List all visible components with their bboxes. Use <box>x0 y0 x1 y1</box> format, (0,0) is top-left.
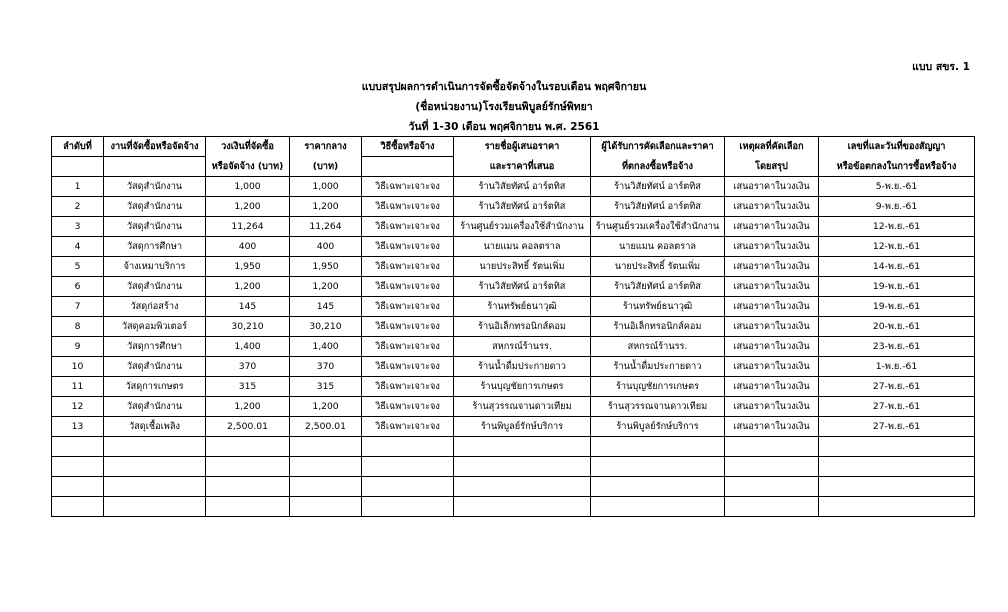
empty-cell <box>52 497 104 517</box>
row-budget: 1,200 <box>206 277 290 297</box>
row-reason: เสนอราคาในวงเงิน <box>725 197 819 217</box>
row-no: 8 <box>52 317 104 337</box>
table-row <box>52 297 975 317</box>
row-bidder: ร้านศูนย์รวมเครื่องใช้สำนักงาน <box>454 217 591 237</box>
empty-cell <box>104 457 206 477</box>
row-reason: เสนอราคาในวงเงิน <box>725 177 819 197</box>
row-item: วัสดุสำนักงาน <box>104 357 206 377</box>
empty-cell <box>104 497 206 517</box>
col-header-contract-2: หรือข้อตกลงในการซื้อหรือจ้าง <box>819 157 975 177</box>
row-contract: 23-พ.ย.-61 <box>819 337 975 357</box>
row-method: วิธีเฉพาะเจาะจง <box>362 397 454 417</box>
row-winner: สหกรณ์ร้านรร. <box>591 337 725 357</box>
row-no: 10 <box>52 357 104 377</box>
row-bidder: สหกรณ์ร้านรร. <box>454 337 591 357</box>
row-method: วิธีเฉพาะเจาะจง <box>362 417 454 437</box>
row-budget: 30,210 <box>206 317 290 337</box>
row-budget: 1,400 <box>206 337 290 357</box>
col-header-no-blank <box>52 157 104 177</box>
row-no: 2 <box>52 197 104 217</box>
empty-cell <box>819 457 975 477</box>
row-contract: 1-พ.ย.-61 <box>819 357 975 377</box>
row-no: 6 <box>52 277 104 297</box>
row-reason: เสนอราคาในวงเงิน <box>725 257 819 277</box>
row-reason: เสนอราคาในวงเงิน <box>725 317 819 337</box>
row-median: 315 <box>290 377 362 397</box>
row-reason: เสนอราคาในวงเงิน <box>725 217 819 237</box>
row-winner: ร้านวิสัยทัศน์ อาร์ตทิส <box>591 197 725 217</box>
row-item: วัสดุการศึกษา <box>104 337 206 357</box>
empty-cell <box>819 477 975 497</box>
row-reason: เสนอราคาในวงเงิน <box>725 297 819 317</box>
table-row <box>52 337 975 357</box>
empty-cell <box>206 497 290 517</box>
row-budget: 400 <box>206 237 290 257</box>
row-contract: 9-พ.ย.-61 <box>819 197 975 217</box>
row-median: 145 <box>290 297 362 317</box>
table-row <box>52 397 975 417</box>
row-contract: 5-พ.ย.-61 <box>819 177 975 197</box>
row-contract: 12-พ.ย.-61 <box>819 237 975 257</box>
empty-cell <box>454 477 591 497</box>
row-median: 30,210 <box>290 317 362 337</box>
row-bidder: ร้านทรัพย์ธนาวุฒิ <box>454 297 591 317</box>
row-median: 370 <box>290 357 362 377</box>
col-header-contract: เลขที่และวันที่ของสัญญา <box>819 137 975 157</box>
row-method: วิธีเฉพาะเจาะจง <box>362 177 454 197</box>
row-item: วัสดุก่อสร้าง <box>104 297 206 317</box>
row-item: วัสดุสำนักงาน <box>104 397 206 417</box>
col-header-winner-2: ที่ตกลงซื้อหรือจ้าง <box>591 157 725 177</box>
row-reason: เสนอราคาในวงเงิน <box>725 397 819 417</box>
row-median: 1,000 <box>290 177 362 197</box>
row-bidder: ร้านวิสัยทัศน์ อาร์ตทิส <box>454 277 591 297</box>
row-contract: 12-พ.ย.-61 <box>819 217 975 237</box>
row-median: 2,500.01 <box>290 417 362 437</box>
empty-cell <box>206 437 290 457</box>
row-winner: ร้านบุญชัยการเกษตร <box>591 377 725 397</box>
row-item: วัสดุการเกษตร <box>104 377 206 397</box>
row-no: 1 <box>52 177 104 197</box>
row-median: 1,200 <box>290 397 362 417</box>
row-reason: เสนอราคาในวงเงิน <box>725 337 819 357</box>
row-contract: 27-พ.ย.-61 <box>819 377 975 397</box>
empty-row <box>52 477 975 497</box>
row-reason: เสนอราคาในวงเงิน <box>725 237 819 257</box>
row-reason: เสนอราคาในวงเงิน <box>725 277 819 297</box>
row-budget: 370 <box>206 357 290 377</box>
row-median: 1,200 <box>290 277 362 297</box>
col-header-bidders: รายชื่อผู้เสนอราคา <box>454 137 591 157</box>
row-bidder: ร้านบุญชัยการเกษตร <box>454 377 591 397</box>
row-contract: 19-พ.ย.-61 <box>819 277 975 297</box>
empty-cell <box>290 497 362 517</box>
empty-cell <box>362 497 454 517</box>
row-budget: 1,200 <box>206 197 290 217</box>
row-winner: นายประสิทธิ์ รัตนเพิ่ม <box>591 257 725 277</box>
empty-row <box>52 457 975 477</box>
row-bidder: ร้านพิบูลย์รักษ์บริการ <box>454 417 591 437</box>
table-body <box>52 177 975 517</box>
row-bidder: ร้านสุวรรณจานดาวเทียม <box>454 397 591 417</box>
form-code: แบบ สขร. 1 <box>912 61 970 73</box>
row-winner: นายแมน คอลตราล <box>591 237 725 257</box>
header-row-1 <box>52 137 975 157</box>
table-row <box>52 197 975 217</box>
row-bidder: ร้านวิสัยทัศน์ อาร์ตทิส <box>454 197 591 217</box>
col-header-median-2: (บาท) <box>290 157 362 177</box>
row-winner: ร้านพิบูลย์รักษ์บริการ <box>591 417 725 437</box>
row-median: 1,950 <box>290 257 362 277</box>
row-item: วัสดุสำนักงาน <box>104 177 206 197</box>
empty-cell <box>104 477 206 497</box>
row-budget: 1,950 <box>206 257 290 277</box>
row-bidder: นายแมน คอลตราล <box>454 237 591 257</box>
col-header-method: วิธีซื้อหรือจ้าง <box>362 137 454 157</box>
row-budget: 315 <box>206 377 290 397</box>
empty-cell <box>52 437 104 457</box>
col-header-budget-2: หรือจัดจ้าง (บาท) <box>206 157 290 177</box>
report-period: วันที่ 1-30 เดือน พฤศจิกายน พ.ศ. 2561 <box>408 121 600 133</box>
row-item: วัสดุสำนักงาน <box>104 277 206 297</box>
row-item: วัสดุสำนักงาน <box>104 217 206 237</box>
empty-row <box>52 437 975 457</box>
row-item: วัสดุคอมพิวเตอร์ <box>104 317 206 337</box>
row-median: 400 <box>290 237 362 257</box>
header-row-2 <box>52 157 975 177</box>
row-method: วิธีเฉพาะเจาะจง <box>362 317 454 337</box>
empty-cell <box>290 437 362 457</box>
row-no: 4 <box>52 237 104 257</box>
row-no: 5 <box>52 257 104 277</box>
row-no: 3 <box>52 217 104 237</box>
empty-cell <box>290 457 362 477</box>
row-method: วิธีเฉพาะเจาะจง <box>362 297 454 317</box>
empty-cell <box>454 497 591 517</box>
row-budget: 11,264 <box>206 217 290 237</box>
empty-cell <box>454 437 591 457</box>
empty-cell <box>362 457 454 477</box>
empty-cell <box>725 437 819 457</box>
table-row <box>52 357 975 377</box>
col-header-method-blank <box>362 157 454 177</box>
table-row <box>52 217 975 237</box>
row-contract: 20-พ.ย.-61 <box>819 317 975 337</box>
empty-cell <box>591 457 725 477</box>
row-budget: 1,000 <box>206 177 290 197</box>
row-method: วิธีเฉพาะเจาะจง <box>362 377 454 397</box>
row-item: จ้างเหมาบริการ <box>104 257 206 277</box>
col-header-no: ลำดับที่ <box>52 137 104 157</box>
row-bidder: นายประสิทธิ์ รัตนเพิ่ม <box>454 257 591 277</box>
row-budget: 1,200 <box>206 397 290 417</box>
table-row <box>52 277 975 297</box>
report-title: แบบสรุปผลการดำเนินการจัดซื้อจัดจ้างในรอบเดือน พฤศจิกายน <box>361 81 647 93</box>
row-bidder: ร้านอิเล็กทรอนิกส์คอม <box>454 317 591 337</box>
empty-cell <box>362 477 454 497</box>
row-reason: เสนอราคาในวงเงิน <box>725 357 819 377</box>
row-method: วิธีเฉพาะเจาะจง <box>362 197 454 217</box>
row-item: วัสดุสำนักงาน <box>104 197 206 217</box>
row-method: วิธีเฉพาะเจาะจง <box>362 237 454 257</box>
row-winner: ร้านศูนย์รวมเครื่องใช้สำนักงาน <box>591 217 725 237</box>
row-method: วิธีเฉพาะเจาะจง <box>362 277 454 297</box>
empty-cell <box>819 497 975 517</box>
empty-cell <box>591 497 725 517</box>
row-method: วิธีเฉพาะเจาะจง <box>362 337 454 357</box>
row-budget: 2,500.01 <box>206 417 290 437</box>
row-median: 1,200 <box>290 197 362 217</box>
row-contract: 27-พ.ย.-61 <box>819 417 975 437</box>
row-winner: ร้านสุวรรณจานดาวเทียม <box>591 397 725 417</box>
empty-cell <box>725 477 819 497</box>
empty-cell <box>52 477 104 497</box>
agency-name: (ชื่อหน่วยงาน)โรงเรียนพิบูลย์รักษ์พิทยา <box>415 101 593 113</box>
row-winner: ร้านวิสัยทัศน์ อาร์ตทิส <box>591 277 725 297</box>
empty-cell <box>206 457 290 477</box>
row-median: 11,264 <box>290 217 362 237</box>
col-header-bidders-2: และราคาที่เสนอ <box>454 157 591 177</box>
empty-cell <box>52 457 104 477</box>
row-no: 9 <box>52 337 104 357</box>
row-bidder: ร้านวิสัยทัศน์ อาร์ตทิส <box>454 177 591 197</box>
col-header-median: ราคากลาง <box>290 137 362 157</box>
row-no: 7 <box>52 297 104 317</box>
row-method: วิธีเฉพาะเจาะจง <box>362 257 454 277</box>
row-reason: เสนอราคาในวงเงิน <box>725 377 819 397</box>
col-header-reason: เหตุผลที่คัดเลือก <box>725 137 819 157</box>
row-bidder: ร้านน้ำดื่มประกายดาว <box>454 357 591 377</box>
row-winner: ร้านอิเล็กทรอนิกส์คอม <box>591 317 725 337</box>
empty-cell <box>819 437 975 457</box>
col-header-reason-2: โดยสรุป <box>725 157 819 177</box>
empty-cell <box>454 457 591 477</box>
col-header-item-blank <box>104 157 206 177</box>
row-reason: เสนอราคาในวงเงิน <box>725 417 819 437</box>
empty-cell <box>725 457 819 477</box>
empty-cell <box>104 437 206 457</box>
empty-cell <box>725 497 819 517</box>
row-no: 12 <box>52 397 104 417</box>
procurement-table <box>51 136 975 517</box>
row-budget: 145 <box>206 297 290 317</box>
row-winner: ร้านทรัพย์ธนาวุฒิ <box>591 297 725 317</box>
row-winner: ร้านวิสัยทัศน์ อาร์ตทิส <box>591 177 725 197</box>
row-median: 1,400 <box>290 337 362 357</box>
empty-cell <box>591 437 725 457</box>
empty-row <box>52 497 975 517</box>
row-no: 11 <box>52 377 104 397</box>
table-row <box>52 257 975 277</box>
row-item: วัสดุการศึกษา <box>104 237 206 257</box>
empty-cell <box>206 477 290 497</box>
col-header-winner: ผู้ได้รับการคัดเลือกและราคา <box>591 137 725 157</box>
row-method: วิธีเฉพาะเจาะจง <box>362 217 454 237</box>
empty-cell <box>591 477 725 497</box>
row-contract: 14-พ.ย.-61 <box>819 257 975 277</box>
col-header-budget: วงเงินที่จัดซื้อ <box>206 137 290 157</box>
row-method: วิธีเฉพาะเจาะจง <box>362 357 454 377</box>
row-contract: 19-พ.ย.-61 <box>819 297 975 317</box>
table-row <box>52 177 975 197</box>
empty-cell <box>362 437 454 457</box>
col-header-item: งานที่จัดซื้อหรือจัดจ้าง <box>104 137 206 157</box>
table-row <box>52 237 975 257</box>
row-winner: ร้านน้ำดื่มประกายดาว <box>591 357 725 377</box>
row-no: 13 <box>52 417 104 437</box>
table-row <box>52 417 975 437</box>
table-row <box>52 317 975 337</box>
empty-cell <box>290 477 362 497</box>
row-contract: 27-พ.ย.-61 <box>819 397 975 417</box>
table-row <box>52 377 975 397</box>
row-item: วัสดุเชื้อเพลิง <box>104 417 206 437</box>
